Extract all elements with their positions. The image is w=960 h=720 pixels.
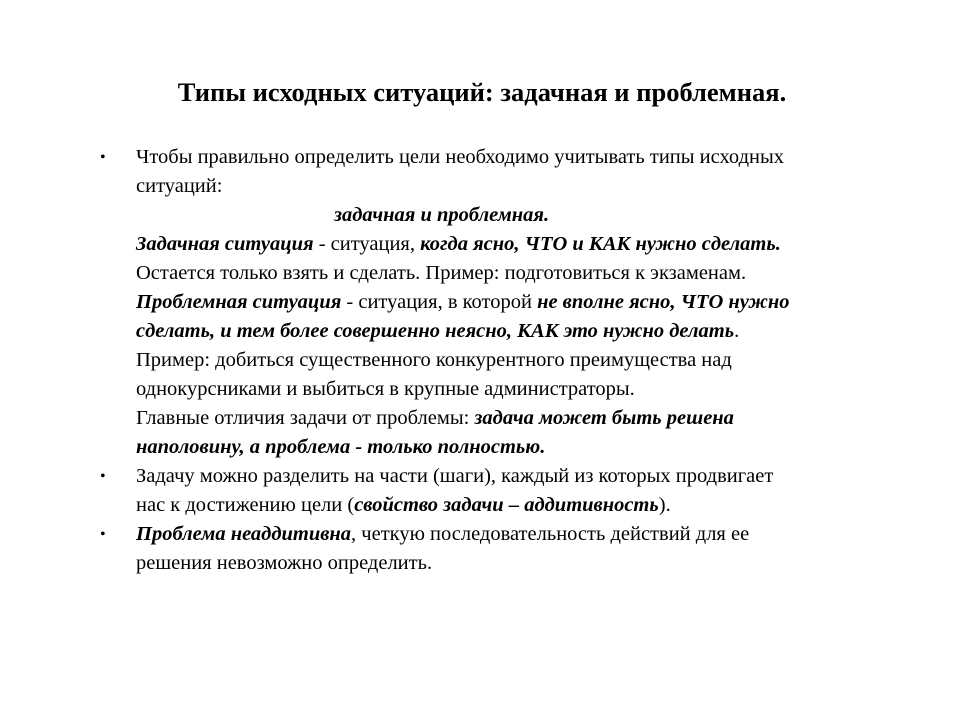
text-line <box>136 317 920 346</box>
text-line <box>136 433 920 462</box>
bullet-icon: • <box>100 468 106 485</box>
text-line <box>136 143 920 172</box>
bullet-icon: • <box>100 526 106 543</box>
problem-situation-definition: сделать, и тем более совершенно неясно, КАК это нужно делать <box>136 320 735 342</box>
bullet-item-problem-nonadditive <box>0 520 960 578</box>
text-line <box>136 172 920 201</box>
text-line <box>136 491 920 520</box>
problem-example: однокурсниками и выбиться в крупные администраторы. <box>136 378 635 400</box>
bullet-item-situation-types <box>0 143 960 462</box>
difference-intro: Главные отличия задачи от проблемы: <box>136 407 475 429</box>
slide-title: Типы исходных ситуаций: задачная и проблемная. <box>177 77 787 107</box>
additivity-emphasis: свойство задачи – аддитивность <box>354 494 659 516</box>
intro-text: Чтобы правильно определить цели необходимо учитывать типы исходных <box>136 146 785 168</box>
slide-body <box>0 143 960 578</box>
centered-subheading: задачная и проблемная. <box>334 204 550 226</box>
text-line <box>136 375 920 404</box>
text-line <box>136 346 920 375</box>
task-separator: - ситуация, <box>313 233 421 255</box>
problem-example: Пример: добиться существенного конкурентного преимущества над <box>136 349 732 371</box>
bullet-icon: • <box>100 149 106 166</box>
problem-situation-term: Проблемная ситуация <box>136 291 342 313</box>
difference-emphasis: задача может быть решена <box>474 407 734 429</box>
nonadditive-emphasis: Проблема неаддитивна <box>136 523 352 545</box>
problem-separator: - ситуация, в которой <box>341 291 538 313</box>
task-division-text: нас к достижению цели ( <box>136 494 355 516</box>
intro-text: ситуаций: <box>136 175 223 197</box>
problem-situation-definition: не вполне ясно, ЧТО нужно <box>537 291 790 313</box>
task-division-end: ). <box>658 494 671 516</box>
text-line <box>136 520 920 549</box>
task-situation-definition: когда ясно, ЧТО и КАК нужно сделать. <box>420 233 781 255</box>
text-line <box>136 259 920 288</box>
text-line <box>136 462 920 491</box>
task-example: Остается только взять и сделать. Пример: подготовиться к экзаменам. <box>136 262 747 284</box>
text-line <box>136 230 920 259</box>
bullet-item-task-additivity <box>0 462 960 520</box>
task-division-text: Задачу можно разделить на части (шаги), каждый из которых продвигает <box>136 465 774 487</box>
nonadditive-text: решения невозможно определить. <box>136 552 433 574</box>
difference-emphasis: наполовину, а проблема - только полностью. <box>136 436 546 458</box>
problem-definition-end: . <box>734 320 740 342</box>
text-line <box>136 288 920 317</box>
text-line <box>136 549 920 578</box>
task-situation-term: Задачная ситуация <box>136 233 314 255</box>
nonadditive-text: , четкую последовательность действий для ее <box>351 523 750 545</box>
text-line <box>136 404 920 433</box>
